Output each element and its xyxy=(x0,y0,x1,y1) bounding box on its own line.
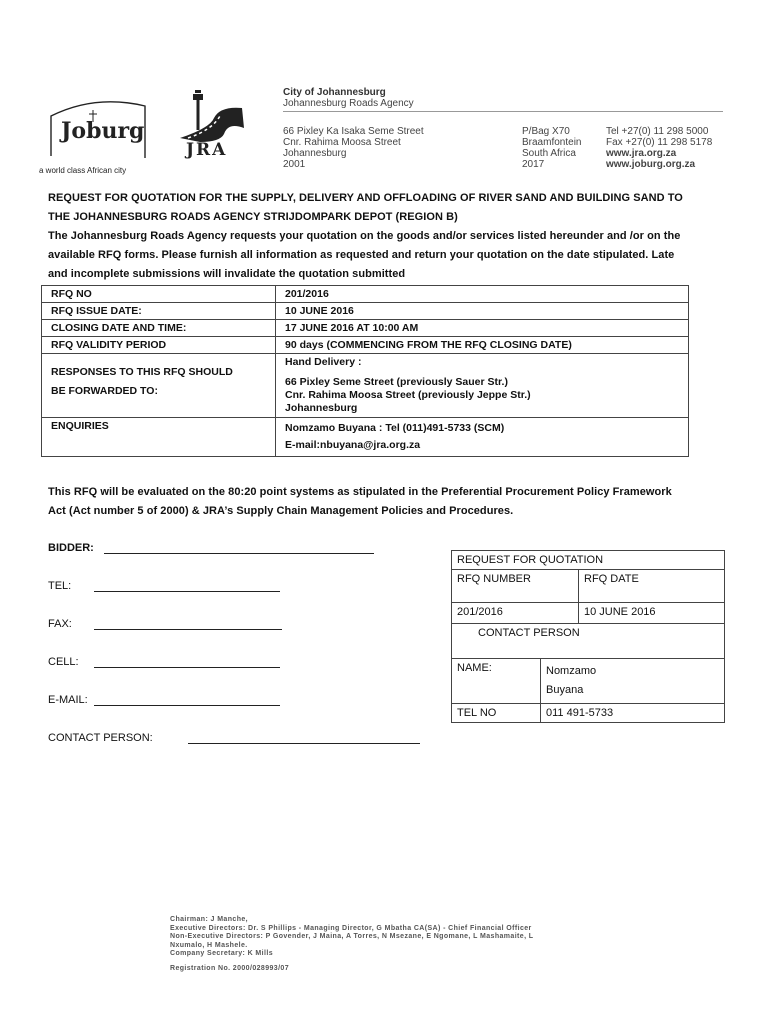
enquiries-value xyxy=(276,418,689,457)
footer xyxy=(170,916,590,973)
tel-no-label: TEL NO xyxy=(452,704,541,723)
table-row xyxy=(452,570,725,603)
jra-text: JRA xyxy=(186,140,228,160)
tel-label: TEL: xyxy=(48,580,72,592)
contact-person-label: CONTACT PERSON: xyxy=(48,732,153,744)
joburg-brand: Joburg xyxy=(61,118,145,144)
evaluation-line: Act (Act number 5 of 2000) & JRA’s Supply Chain Management Policies and Procedures. xyxy=(48,505,514,517)
quote-contact-table xyxy=(451,658,725,723)
street-line: Johannesburg xyxy=(283,148,347,159)
jra-logo xyxy=(180,88,246,160)
evaluation-line: This RFQ will be evaluated on the 80:20 point systems as stipulated in the Preferential Procurement Policy Framework xyxy=(48,486,672,498)
cell-field[interactable] xyxy=(94,667,280,668)
tel-field[interactable] xyxy=(94,591,280,592)
table-row xyxy=(452,603,725,624)
table-row xyxy=(452,624,725,659)
intro-line: available RFQ forms. Please furnish all information as requested and return your quotation on the date stipulated. Late xyxy=(48,249,675,261)
header-org: City of Johannesburg xyxy=(283,87,386,98)
street-line: Cnr. Rahima Moosa Street xyxy=(283,137,401,148)
rfq-info-table xyxy=(41,285,689,457)
address-line: Johannesburg xyxy=(285,402,358,414)
title-line: REQUEST FOR QUOTATION FOR THE SUPPLY, DELIVERY AND OFFLOADING OF RIVER SAND AND BUILDING SAND TO xyxy=(48,192,683,204)
rfq-number-label: RFQ NUMBER xyxy=(452,570,579,603)
footer-line: Company Secretary: K Mills xyxy=(170,950,273,957)
bidder-field[interactable] xyxy=(104,553,374,554)
validity-value: 90 days (COMMENCING FROM THE RFQ CLOSING DATE) xyxy=(276,337,689,354)
responses-label xyxy=(42,354,276,418)
address-line: 66 Pixley Seme Street (previously Sauer Str.) xyxy=(285,376,508,388)
table-row xyxy=(42,320,689,337)
responses-label-line: BE FORWARDED TO: xyxy=(51,385,158,397)
contact-person-header: CONTACT PERSON xyxy=(452,624,725,659)
rfq-number-value: 201/2016 xyxy=(452,603,579,624)
email-label: E-MAIL: xyxy=(48,694,88,706)
header-divider xyxy=(283,111,723,112)
address-line: Cnr. Rahima Moosa Street (previously Jeppe Str.) xyxy=(285,389,531,401)
rfq-date-label: RFQ DATE xyxy=(579,570,725,603)
tel-no-value: 011 491-5733 xyxy=(541,704,725,723)
street-line: 2001 xyxy=(283,159,306,170)
table-row xyxy=(452,659,725,704)
intro-line: The Johannesburg Roads Agency requests your quotation on the goods and/or services listed hereunder and /or on the xyxy=(48,230,681,242)
name-value xyxy=(541,659,725,704)
joburg-website-link[interactable]: www.joburg.org.za xyxy=(606,159,696,170)
bidder-label: BIDDER: xyxy=(48,542,94,554)
cell-label: CELL: xyxy=(48,656,79,668)
footer-line: Chairman: J Manche, xyxy=(170,916,249,923)
rfq-no-label: RFQ NO xyxy=(42,286,276,303)
fax-label: FAX: xyxy=(48,618,72,630)
issue-date-value: 10 JUNE 2016 xyxy=(276,303,689,320)
contact-person-field[interactable] xyxy=(188,743,420,744)
validity-label: RFQ VALIDITY PERIOD xyxy=(42,337,276,354)
name-label: NAME: xyxy=(452,659,541,704)
tel-line: Tel +27(0) 11 298 5000 xyxy=(606,126,709,137)
name-last: Buyana xyxy=(546,684,584,696)
evaluation-text xyxy=(48,483,738,521)
responses-label-line: RESPONSES TO THIS RFQ SHOULD xyxy=(51,366,233,378)
enquiries-email-link[interactable]: E-mail:nbuyana@jra.org.za xyxy=(285,439,421,451)
title-block xyxy=(48,189,738,284)
issue-date-label: RFQ ISSUE DATE: xyxy=(42,303,276,320)
quote-box xyxy=(451,550,725,723)
table-row xyxy=(42,303,689,320)
street-line: 66 Pixley Ka Isaka Seme Street xyxy=(283,126,424,137)
enquiries-label: ENQUIRIES xyxy=(42,418,276,457)
closing-value: 17 JUNE 2016 AT 10:00 AM xyxy=(276,320,689,337)
table-row xyxy=(42,337,689,354)
jra-tower-road-mark xyxy=(180,88,246,144)
intro-line: and incomplete submissions will invalidate the quotation submitted xyxy=(48,268,406,280)
table-row xyxy=(42,418,689,457)
quote-box-header: REQUEST FOR QUOTATION xyxy=(452,551,725,570)
email-field[interactable] xyxy=(94,705,280,706)
table-row xyxy=(42,354,689,418)
footer-line: Non-Executive Directors: P Govender, J Maina, A Torres, N Msezane, E Ngomane, L Mashamaite, L xyxy=(170,933,534,940)
postal-line: P/Bag X70 xyxy=(522,126,570,137)
header-postal xyxy=(522,126,581,170)
fax-line: Fax +27(0) 11 298 5178 xyxy=(606,137,713,148)
table-row xyxy=(452,704,725,723)
rfq-no-value: 201/2016 xyxy=(276,286,689,303)
footer-line: Executive Directors: Dr. S Phillips - Managing Director, G Mbatha CA(SA) - Chief Financial Officer xyxy=(170,924,532,932)
closing-label: CLOSING DATE AND TIME: xyxy=(42,320,276,337)
rfq-date-value: 10 JUNE 2016 xyxy=(579,603,725,624)
fax-field[interactable] xyxy=(94,629,282,630)
header-contact xyxy=(606,126,712,170)
joburg-tagline: a world class African city xyxy=(39,166,127,175)
table-row xyxy=(452,551,725,570)
enquiries-contact: Nomzamo Buyana : Tel (011)491-5733 (SCM) xyxy=(285,422,505,434)
footer-line: Nxumalo, H Mashele. xyxy=(170,941,248,949)
registration-number: Registration No. 2000/028993/07 xyxy=(170,964,290,972)
delivery-method: Hand Delivery : xyxy=(285,356,362,368)
postal-line: Braamfontein xyxy=(522,137,582,148)
jra-website-link[interactable]: www.jra.org.za xyxy=(606,148,677,159)
responses-value xyxy=(276,354,689,418)
postal-line: South Africa xyxy=(522,148,576,159)
joburg-logo xyxy=(39,88,155,178)
header-street xyxy=(283,126,424,170)
quote-box-table xyxy=(451,550,725,659)
header-agency: Johannesburg Roads Agency xyxy=(283,98,414,109)
title-line: THE JOHANNESBURG ROADS AGENCY STRIJDOMPARK DEPOT (REGION B) xyxy=(48,211,458,223)
postal-line: 2017 xyxy=(522,159,545,170)
table-row xyxy=(42,286,689,303)
name-first: Nomzamo xyxy=(546,665,597,677)
